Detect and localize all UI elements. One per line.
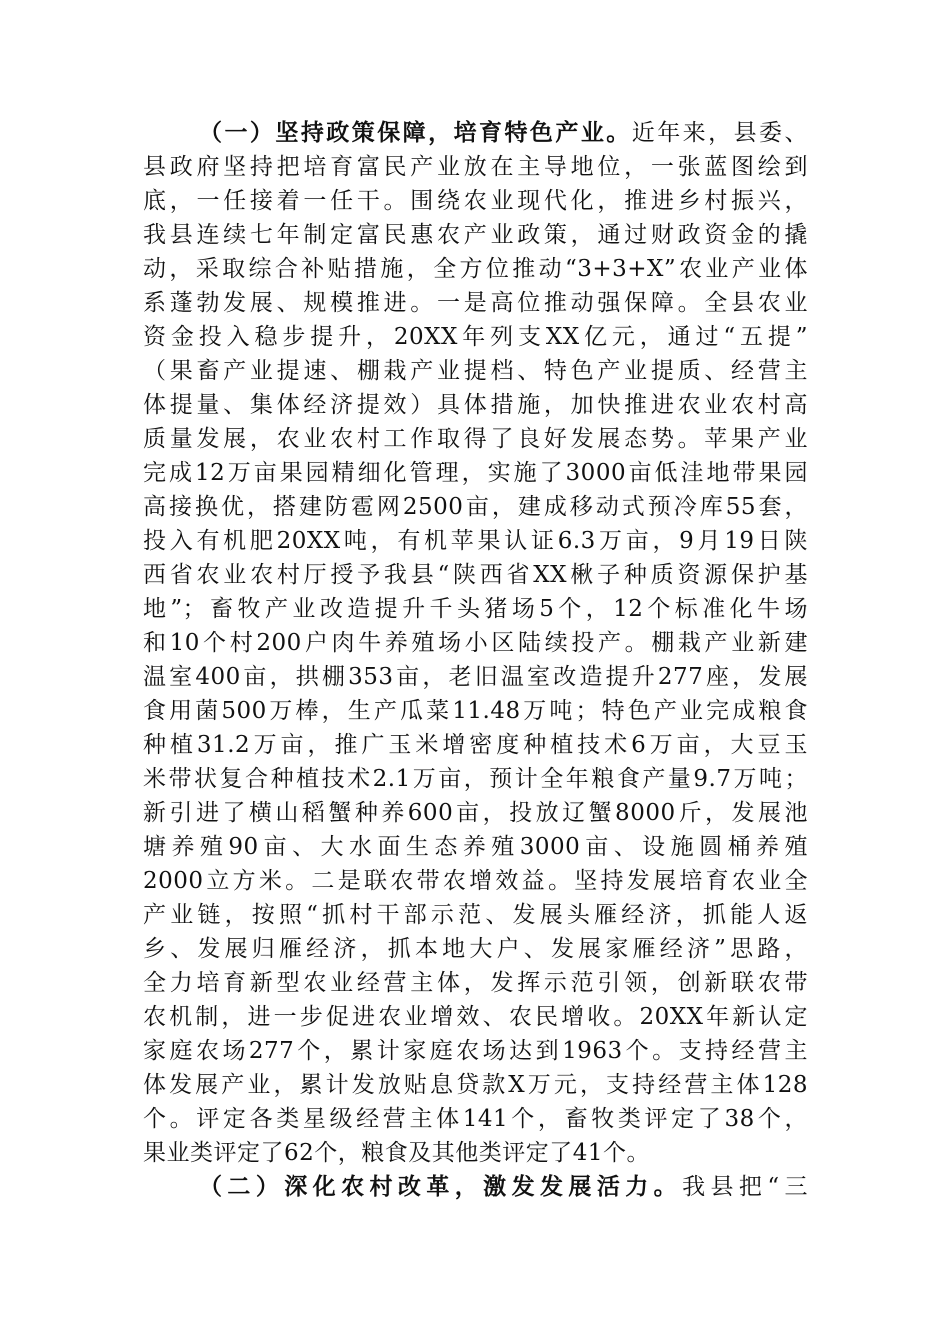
paragraph-1-line-12: 高接换优，搭建防雹网2500亩，建成移动式预冷库55套， [143,494,808,520]
paragraph-1-line-25: 乡、发展归雁经济，抓本地大户、发展家雁经济”思路， [143,936,808,962]
paragraph-2-line-1 [143,1170,808,1204]
paragraph-1-text: 近年来，县委、 [631,120,809,146]
document-page [143,116,808,1204]
paragraph-1-line-29: 体发展产业，累计发放贴息贷款X万元，支持经营主体128 [143,1072,808,1098]
paragraph-1-line-28: 家庭农场277个，累计家庭农场达到1963个。支持经营主 [143,1038,808,1064]
paragraph-1-line-5: 动，采取综合补贴措施，全方位推动“3+3+X”农业产业体 [143,256,808,282]
paragraph-1-line-1 [143,116,808,150]
paragraph-1-line-22: 塘养殖90亩、大水面生态养殖3000亩、设施圆桶养殖 [143,834,808,860]
paragraph-1-line-6: 系蓬勃发展、规模推进。一是高位推动强保障。全县农业 [143,290,808,316]
paragraph-1-line-8: （果畜产业提速、棚栽产业提档、特色产业提质、经营主 [143,358,808,384]
paragraph-1-line-15: 地”；畜牧产业改造提升千头猪场5个，12个标准化牛场 [143,596,808,622]
paragraph-1-line-2: 县政府坚持把培育富民产业放在主导地位，一张蓝图绘到 [143,154,808,180]
paragraph-1-line-7: 资金投入稳步提升，20XX年列支XX亿元，通过“五提” [143,324,808,350]
paragraph-1-line-24: 产业链，按照“抓村干部示范、发展头雁经济，抓能人返 [143,902,808,928]
paragraph-1-line-31: 果业类评定了62个，粮食及其他类评定了41个。 [143,1140,651,1166]
section-heading-2: （二）深化农村改革，激发发展活力。 [199,1173,683,1200]
paragraph-1-line-26: 全力培育新型农业经营主体，发挥示范引领，创新联农带 [143,970,808,996]
paragraph-2-text: 我县把“三 [682,1174,809,1200]
paragraph-1-line-9: 体提量、集体经济提效）具体措施，加快推进农业农村高 [143,392,808,418]
paragraph-1-line-20: 米带状复合种植技术2.1万亩，预计全年粮食产量9.7万吨； [143,766,808,792]
paragraph-1-line-10: 质量发展，农业农村工作取得了良好发展态势。苹果产业 [143,426,808,452]
paragraph-1-line-11: 完成12万亩果园精细化管理，实施了3000亩低洼地带果园 [143,460,808,486]
paragraph-1-line-30: 个。评定各类星级经营主体141个，畜牧类评定了38个， [143,1106,808,1132]
section-heading-1: （一）坚持政策保障，培育特色产业。 [199,119,632,146]
paragraph-1-line-3: 底，一任接着一任干。围绕农业现代化，推进乡村振兴， [143,188,808,214]
paragraph-1-line-23: 2000立方米。二是联农带农增效益。坚持发展培育农业全 [143,868,808,894]
paragraph-1-line-21: 新引进了横山稻蟹种养600亩，投放辽蟹8000斤，发展池 [143,800,808,826]
paragraph-1-line-16: 和10个村200户肉牛养殖场小区陆续投产。棚栽产业新建 [143,630,808,656]
paragraph-1-line-17: 温室400亩，拱棚353亩，老旧温室改造提升277座，发展 [143,664,808,690]
paragraph-1-line-4: 我县连续七年制定富民惠农产业政策，通过财政资金的撬 [143,222,808,248]
paragraph-1-line-27: 农机制，进一步促进农业增效、农民增收。20XX年新认定 [143,1004,808,1030]
paragraph-1-line-18: 食用菌500万棒，生产瓜菜11.48万吨；特色产业完成粮食 [143,698,808,724]
paragraph-1-line-19: 种植31.2万亩，推广玉米增密度种植技术6万亩，大豆玉 [143,732,808,758]
paragraph-1-line-14: 西省农业农村厅授予我县“陕西省XX楸子种质资源保护基 [143,562,808,588]
paragraph-1-line-13: 投入有机肥20XX吨，有机苹果认证6.3万亩，9月19日陕 [143,528,808,554]
